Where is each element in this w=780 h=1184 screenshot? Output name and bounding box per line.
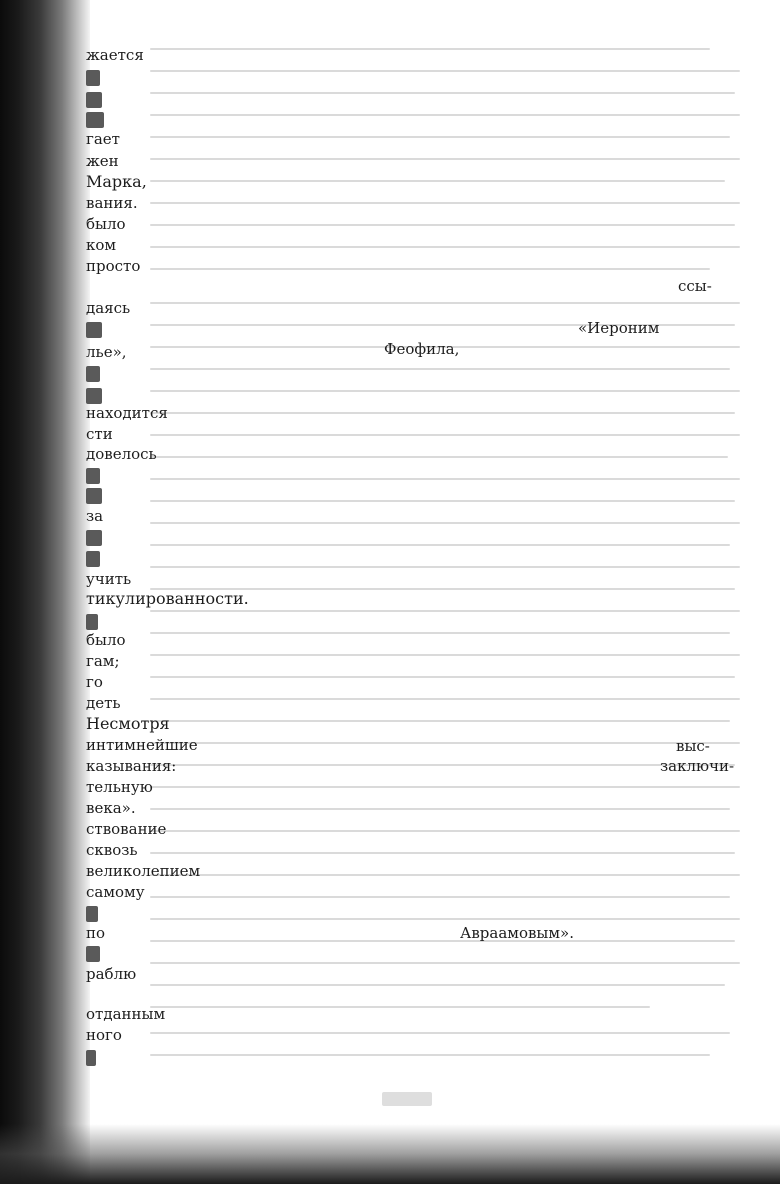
right-word-avraamovym: Авраамовым». bbox=[460, 924, 574, 942]
scan-bottom-shadow bbox=[0, 1124, 780, 1184]
left-word: ком bbox=[86, 236, 117, 254]
left-word: вания. bbox=[86, 194, 138, 212]
ink-fragment bbox=[86, 906, 98, 922]
right-word-vys: выс- bbox=[676, 737, 710, 755]
left-word: великолепием bbox=[86, 862, 201, 880]
left-word: отданным bbox=[86, 1005, 166, 1023]
left-word: жается bbox=[86, 46, 144, 64]
left-word: сти bbox=[86, 425, 113, 443]
left-word: го bbox=[86, 673, 103, 691]
left-word: просто bbox=[86, 257, 141, 275]
ink-fragment bbox=[86, 366, 100, 382]
right-word-ieronim: «Иероним bbox=[578, 319, 660, 337]
left-word: деть bbox=[86, 694, 121, 712]
ink-fragment bbox=[86, 112, 104, 128]
bleed-through-text bbox=[150, 40, 750, 1060]
ink-fragment bbox=[86, 322, 102, 338]
scan-binding-shadow bbox=[0, 0, 90, 1184]
left-word: было bbox=[86, 215, 126, 233]
right-word-zaklyuchi: заключи- bbox=[660, 757, 735, 775]
ink-fragment bbox=[86, 468, 100, 484]
right-word-ssy: ссы- bbox=[678, 277, 712, 295]
left-word: находится bbox=[86, 404, 168, 422]
right-word-feofila: Феофила, bbox=[384, 340, 460, 358]
ink-fragment bbox=[86, 488, 102, 504]
ink-fragment bbox=[86, 70, 100, 86]
left-word: Марка, bbox=[86, 172, 147, 191]
left-word: довелось bbox=[86, 445, 157, 463]
left-word: было bbox=[86, 631, 126, 649]
left-word: раблю bbox=[86, 965, 137, 983]
left-word: даясь bbox=[86, 299, 131, 317]
left-word: казывания: bbox=[86, 757, 177, 775]
left-word: самому bbox=[86, 883, 145, 901]
bleed-through-page-number bbox=[382, 1092, 432, 1106]
left-word: века». bbox=[86, 799, 136, 817]
left-word: Несмотря bbox=[86, 714, 170, 733]
ink-fragment bbox=[86, 614, 98, 630]
left-word: сквозь bbox=[86, 841, 138, 859]
left-word: ного bbox=[86, 1026, 122, 1044]
left-word: тикулированности. bbox=[86, 589, 249, 608]
left-word: гам; bbox=[86, 652, 120, 670]
left-word: учить bbox=[86, 570, 132, 588]
ink-fragment bbox=[86, 946, 100, 962]
left-word: лье», bbox=[86, 343, 127, 361]
left-word: ствование bbox=[86, 820, 167, 838]
left-word: тельную bbox=[86, 778, 153, 796]
ink-fragment bbox=[86, 388, 102, 404]
ink-fragment bbox=[86, 92, 102, 108]
ink-fragment bbox=[86, 551, 100, 567]
left-word: по bbox=[86, 924, 106, 942]
left-word: жен bbox=[86, 152, 119, 170]
left-word: за bbox=[86, 507, 104, 525]
left-word: интимнейшие bbox=[86, 736, 198, 754]
ink-fragment bbox=[86, 1050, 96, 1066]
ink-fragment bbox=[86, 530, 102, 546]
left-word: гает bbox=[86, 130, 120, 148]
